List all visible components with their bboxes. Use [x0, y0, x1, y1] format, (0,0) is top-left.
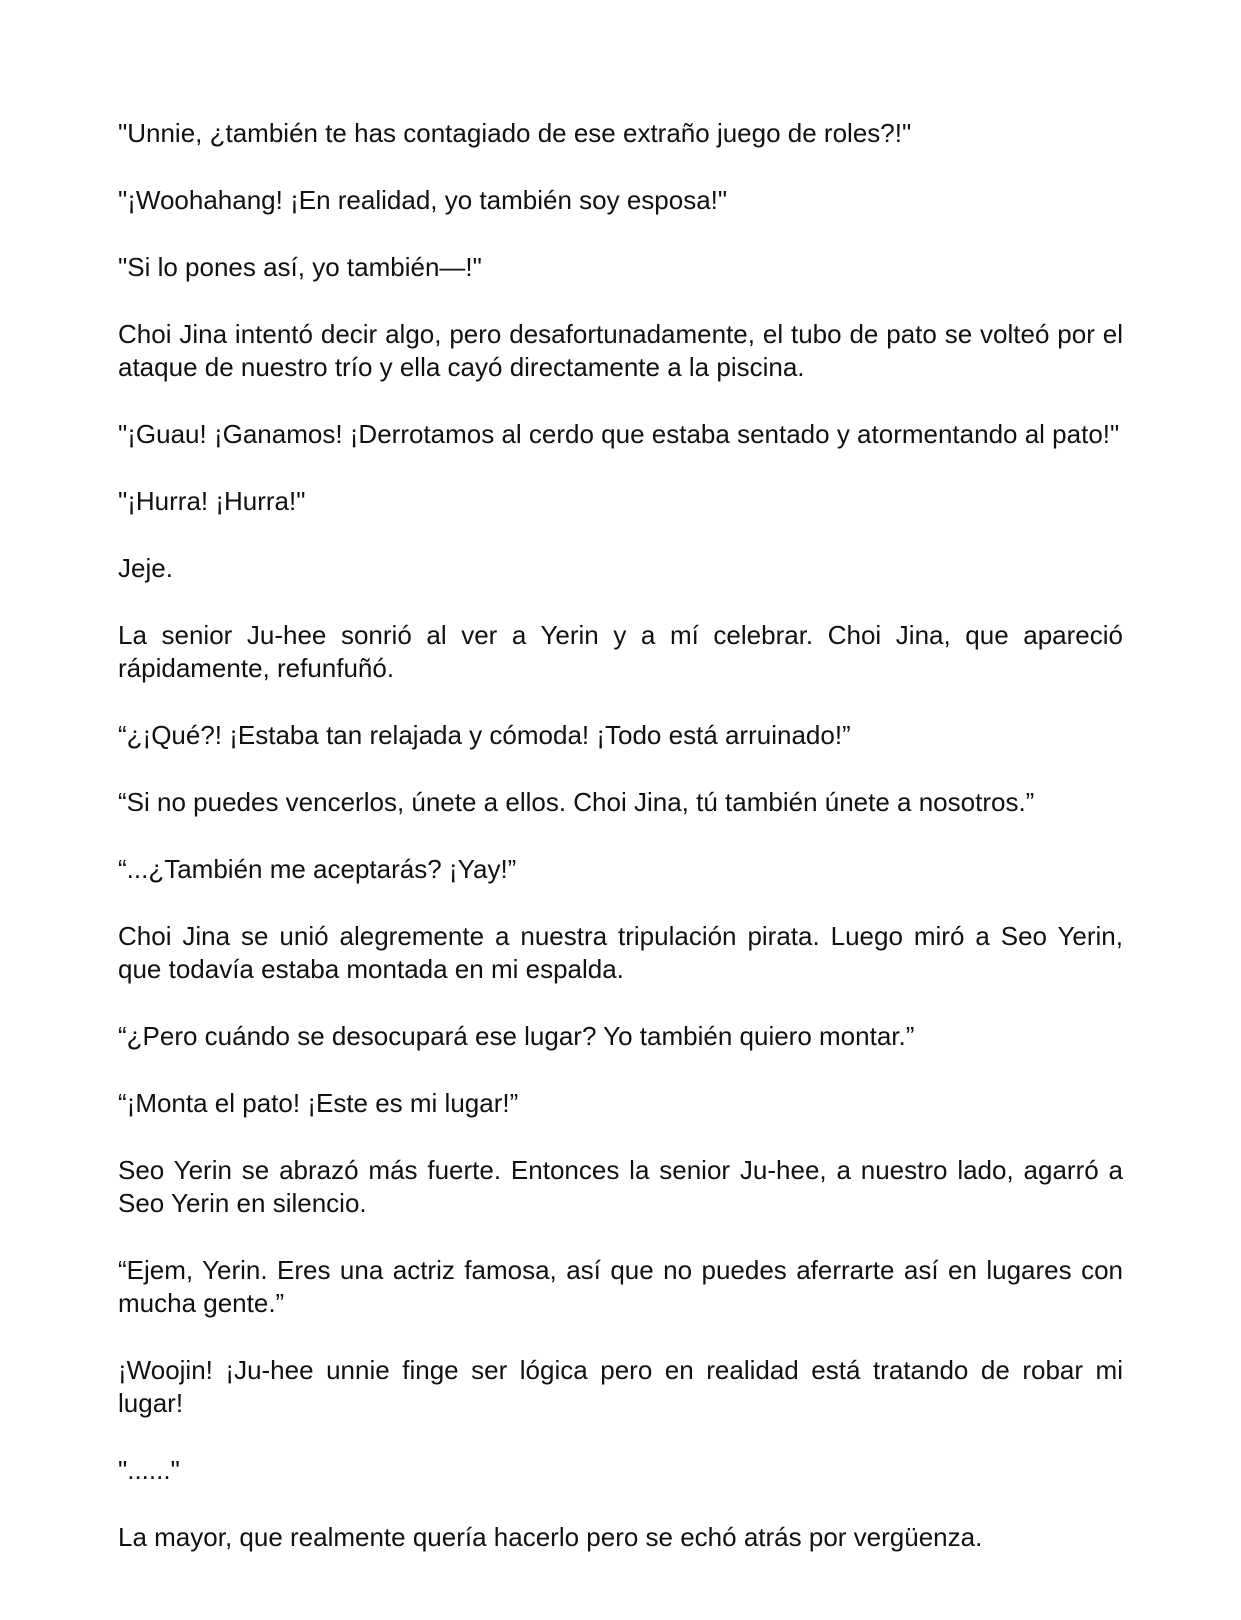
paragraph: Seo Yerin se abrazó más fuerte. Entonces la senior Ju-hee, a nuestro lado, agarró a Seo Yerin en silencio. [118, 1155, 1123, 1218]
paragraph: “Ejem, Yerin. Eres una actriz famosa, así que no puedes aferrarte así en lugares con mucha gente.” [118, 1255, 1123, 1318]
paragraph: Choi Jina se unió alegremente a nuestra tripulación pirata. Luego miró a Seo Yerin, que todavía estaba montada en mi espalda. [118, 921, 1123, 984]
paragraph: "¡Guau! ¡Ganamos! ¡Derrotamos al cerdo que estaba sentado y atormentando al pato!" [118, 419, 1120, 449]
paragraph: La mayor, que realmente quería hacerlo pero se echó atrás por vergüenza. [118, 1522, 983, 1552]
document-body [118, 117, 1123, 1588]
paragraph: La senior Ju-hee sonrió al ver a Yerin y a mí celebrar. Choi Jina, que apareció rápidamente, refunfuñó. [118, 620, 1123, 683]
paragraph: "¡Hurra! ¡Hurra!" [118, 486, 306, 516]
paragraph: "Unnie, ¿también te has contagiado de ese extraño juego de roles?!" [118, 118, 912, 148]
paragraph: Jeje. [118, 553, 173, 583]
paragraph: "¡Woohahang! ¡En realidad, yo también soy esposa!" [118, 185, 728, 215]
paragraph: “¡Monta el pato! ¡Este es mi lugar!” [118, 1088, 519, 1118]
paragraph: “...¿También me aceptarás? ¡Yay!” [118, 854, 517, 884]
paragraph: “¿Pero cuándo se desocupará ese lugar? Yo también quiero montar.” [118, 1021, 915, 1051]
paragraph: ¡Woojin! ¡Ju-hee unnie finge ser lógica pero en realidad está tratando de robar mi lugar! [118, 1355, 1123, 1418]
paragraph: "......" [118, 1455, 180, 1485]
paragraph: Choi Jina intentó decir algo, pero desafortunadamente, el tubo de pato se volteó por el ataque de nuestro trío y ella cayó directamente a la piscina. [118, 319, 1123, 382]
paragraph: “Si no puedes vencerlos, únete a ellos. Choi Jina, tú también únete a nosotros.” [118, 787, 1035, 817]
paragraph: “¿¡Qué?! ¡Estaba tan relajada y cómoda! ¡Todo está arruinado!” [118, 720, 851, 750]
paragraph: "Si lo pones así, yo también—!" [118, 252, 482, 282]
